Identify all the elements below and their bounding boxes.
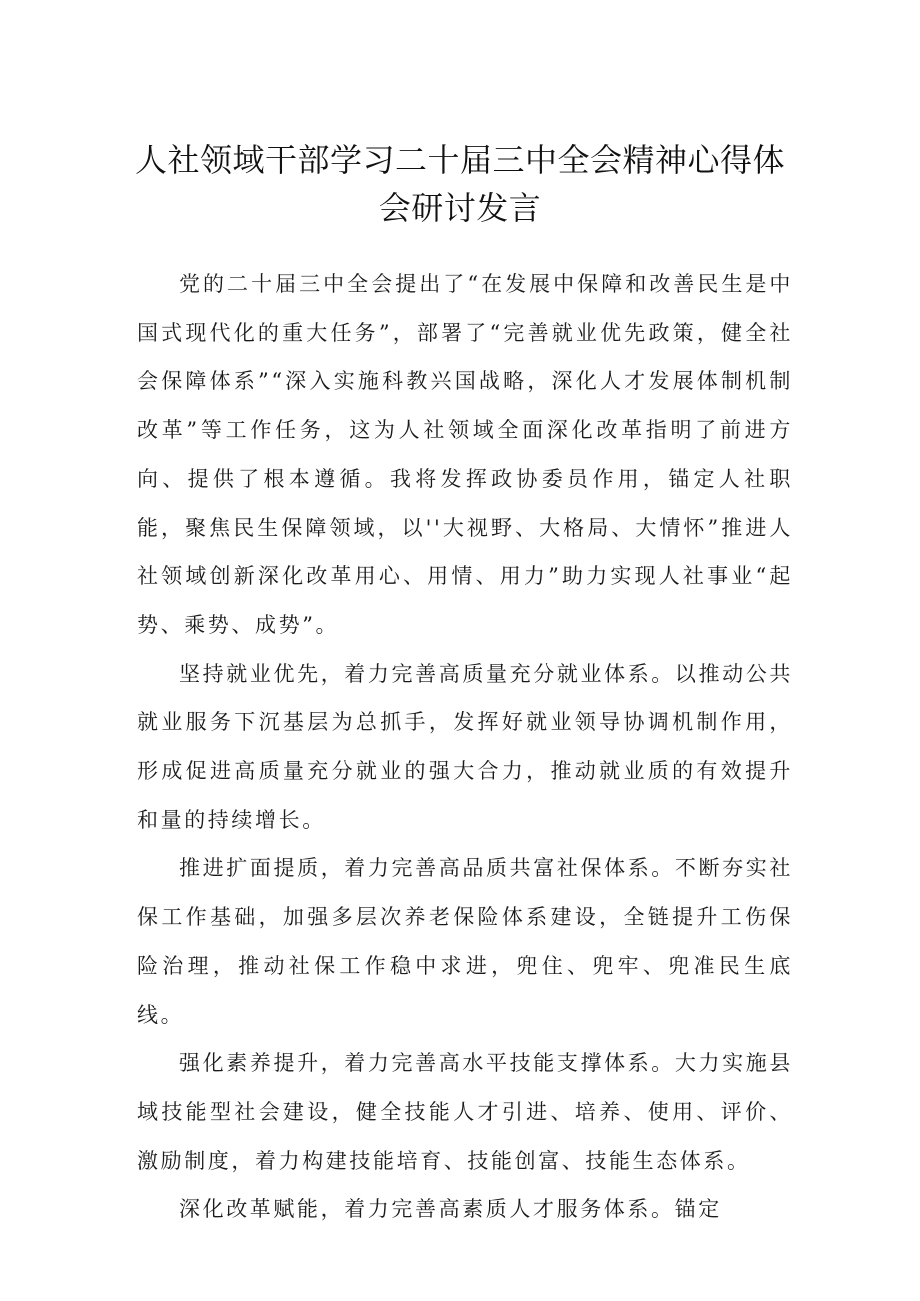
- paragraph-employment: 坚持就业优先，着力完善高质量充分就业体系。以推动公共就业服务下沉基层为总抓手，发挥好就业领导协调机制作用，形成促进高质量充分就业的强大合力，推动就业质的有效提升和量的持续增长。: [137, 661, 793, 832]
- paragraph-skills: 强化素养提升，着力完善高水平技能支撑体系。大力实施县域技能型社会建设，健全技能人才引进、培养、使用、评价、激励制度，着力构建技能培育、技能创富、技能生态体系。: [137, 1051, 793, 1173]
- document-body: [137, 260, 793, 1234]
- paragraph-social-security: 推进扩面提质，着力完善高品质共富社保体系。不断夯实社保工作基础，加强多层次养老保险体系建设，全链提升工伤保险治理，推动社保工作稳中求进，兜住、兜牢、兜准民生底线。: [137, 856, 793, 1027]
- paragraph-intro: 党的二十届三中全会提出了“在发展中保障和改善民生是中国式现代化的重大任务”，部署了“完善就业优先政策，健全社会保障体系”“深入实施科教兴国战略，深化人才发展体制机制改革”等工作任务，这为人社领域全面深化改革指明了前进方向、提供了根本遵循。我将发挥政协委员作用，锚定人社职能，聚焦民生保障领域，以''大视野、大格局、大情怀”推进人社领域创新深化改革用心、用情、用力”助力实现人社事业“起势、乘势、成势”。: [137, 272, 793, 637]
- title-line-2: 会研讨发言: [378, 189, 542, 227]
- title-line-1: 人社领域干部学习二十届三中全会精神心得体: [134, 141, 785, 179]
- document-title: [120, 136, 800, 232]
- paragraph-talent-services: 深化改革赋能，着力完善高素质人才服务体系。锚定: [179, 1197, 722, 1222]
